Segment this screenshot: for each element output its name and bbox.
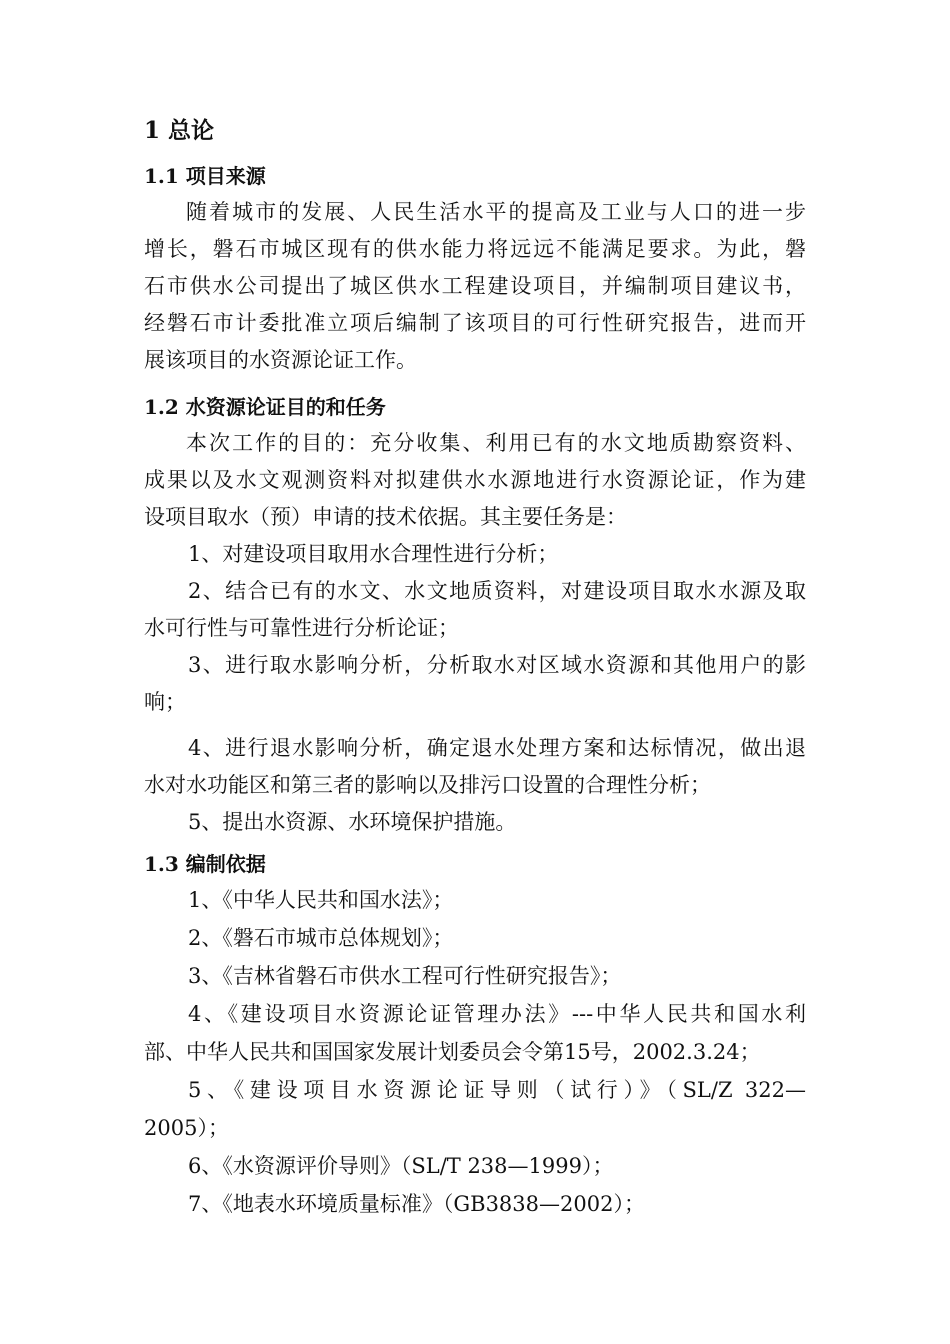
list-item: 6、《水资源评价导则》（SL/T 238—1999）； xyxy=(188,1154,614,1178)
section-heading-1-2: 1.2 水资源论证目的和任务 xyxy=(144,395,386,419)
list-item: 5、提出水资源、水环境保护措施。 xyxy=(188,810,517,834)
list-item: 7、《地表水环境质量标准》（GB3838—2002）； xyxy=(188,1192,645,1216)
list-item-continuation: 2005）； xyxy=(144,1116,229,1140)
section-heading-1-3: 1.3 编制依据 xyxy=(144,852,266,876)
list-item: 1、《中华人民共和国水法》； xyxy=(188,888,454,912)
list-item-continuation: 水可行性与可靠性进行分析论证； xyxy=(144,616,459,640)
paragraph-line: 增长，磐石市城区现有的供水能力将远远不能满足要求。为此，磐 xyxy=(144,237,806,261)
list-item: 3、进行取水影响分析，分析取水对区域水资源和其他用户的影 xyxy=(188,653,806,677)
paragraph-line: 成果以及水文观测资料对拟建供水水源地进行水资源论证，作为建 xyxy=(144,468,806,492)
section-heading-1-1: 1.1 项目来源 xyxy=(144,164,266,188)
list-item: 5、《建设项目水资源论证导则（试行）》（SL/Z 322— xyxy=(188,1078,806,1102)
list-item: 4、进行退水影响分析，确定退水处理方案和达标情况，做出退 xyxy=(188,736,806,760)
list-item: 3、《吉林省磐石市供水工程可行性研究报告》； xyxy=(188,964,622,988)
paragraph-line: 经磐石市计委批准立项后编制了该项目的可行性研究报告，进而开 xyxy=(144,311,806,335)
list-item-continuation: 响； xyxy=(144,690,186,714)
list-item: 2、结合已有的水文、水文地质资料，对建设项目取水水源及取 xyxy=(188,579,806,603)
paragraph-line: 石市供水公司提出了城区供水工程建设项目，并编制项目建议书， xyxy=(144,274,806,298)
list-item: 2、《磐石市城市总体规划》； xyxy=(188,926,454,950)
paragraph-line: 设项目取水（预）申请的技术依据。其主要任务是： xyxy=(144,505,627,529)
list-item-continuation: 部、中华人民共和国国家发展计划委员会令第15号，2002.3.24； xyxy=(144,1040,761,1064)
chapter-heading: 1 总论 xyxy=(144,117,215,144)
list-item-continuation: 水对水功能区和第三者的影响以及排污口设置的合理性分析； xyxy=(144,773,711,797)
paragraph-line: 随着城市的发展、人民生活水平的提高及工业与人口的进一步 xyxy=(186,200,806,224)
list-item: 1、对建设项目取用水合理性进行分析； xyxy=(188,542,559,566)
paragraph-line: 本次工作的目的：充分收集、利用已有的水文地质勘察资料、 xyxy=(186,431,806,455)
paragraph-line: 展该项目的水资源论证工作。 xyxy=(144,348,417,372)
list-item: 4、《建设项目水资源论证管理办法》---中华人民共和国水利 xyxy=(188,1002,806,1026)
